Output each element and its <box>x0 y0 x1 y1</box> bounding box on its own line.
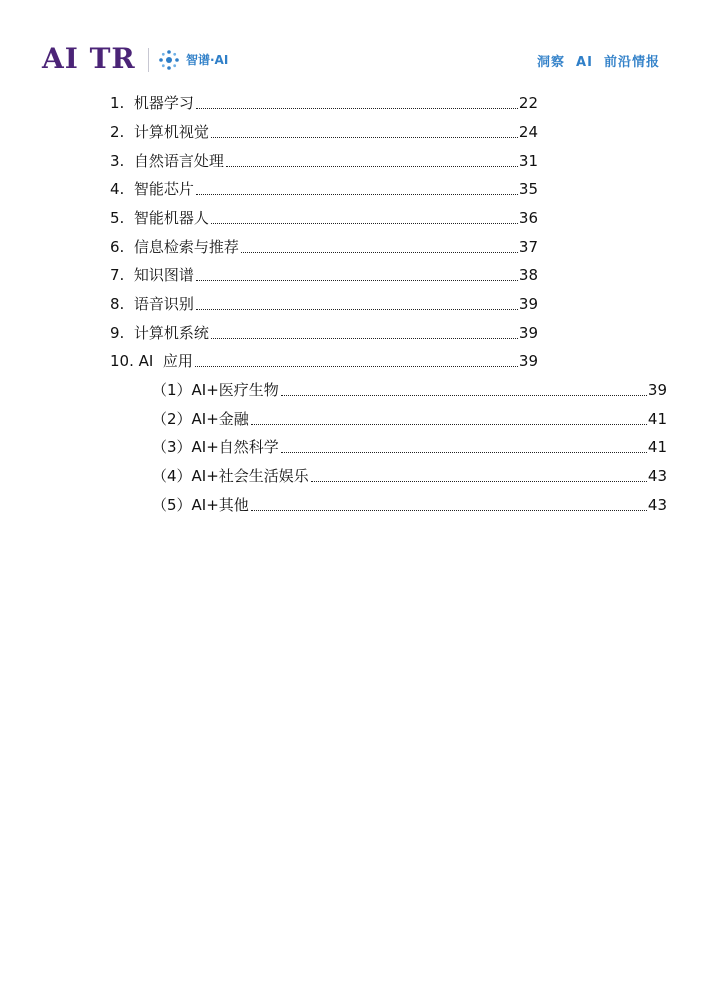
toc-entry[interactable] <box>110 293 538 315</box>
toc-entry[interactable] <box>110 92 538 114</box>
toc-entry-page: 39 <box>518 324 538 342</box>
toc-entry-label: 4. 智能芯片 <box>110 180 194 198</box>
toc-entry-page: 36 <box>518 209 538 227</box>
toc-leader-dots <box>211 223 518 224</box>
toc-leader-dots <box>251 510 647 511</box>
toc-leader-dots <box>196 280 518 281</box>
molecule-icon <box>158 49 180 71</box>
toc-entry[interactable] <box>110 207 538 229</box>
toc-leader-dots <box>281 395 647 396</box>
toc-sub-entry-page: 41 <box>647 438 667 456</box>
toc-entry-label: 2. 计算机视觉 <box>110 123 209 141</box>
toc-sub-entry[interactable] <box>152 408 667 430</box>
toc-entry[interactable] <box>110 178 538 200</box>
toc-sub-entry[interactable] <box>152 436 667 458</box>
toc-leader-dots <box>195 366 518 367</box>
toc-leader-dots <box>196 194 518 195</box>
toc-entry[interactable] <box>110 350 538 372</box>
toc-leader-dots <box>211 338 518 339</box>
toc-entry-page: 31 <box>518 152 538 170</box>
toc-sub-entry-page: 43 <box>647 467 667 485</box>
toc-sub-entry-page: 43 <box>647 496 667 514</box>
toc-sub-entry-label: （5）AI+其他 <box>152 496 249 514</box>
toc-entry-label: 9. 计算机系统 <box>110 324 209 342</box>
toc-sub-entry[interactable] <box>152 379 667 401</box>
toc-leader-dots <box>226 166 518 167</box>
toc-entry-label: 5. 智能机器人 <box>110 209 209 227</box>
logo-divider <box>148 48 149 72</box>
toc-leader-dots <box>211 137 518 138</box>
toc-entry[interactable] <box>110 150 538 172</box>
toc-entry[interactable] <box>110 236 538 258</box>
zhipu-logo <box>158 49 228 71</box>
toc-sub-entry-page: 39 <box>647 381 667 399</box>
toc-leader-dots <box>251 424 647 425</box>
toc-entry-page: 24 <box>518 123 538 141</box>
toc-sub-entry[interactable] <box>152 494 667 516</box>
toc-entry-label: 3. 自然语言处理 <box>110 152 224 170</box>
toc-entry-page: 35 <box>518 180 538 198</box>
toc-leader-dots <box>196 108 518 109</box>
toc-entry-page: 37 <box>518 238 538 256</box>
page-header <box>0 0 710 90</box>
toc-entry-label: 10. AI 应用 <box>110 352 193 370</box>
toc-entry-page: 22 <box>518 94 538 112</box>
toc-leader-dots <box>281 452 647 453</box>
toc-sub-entry-label: （1）AI+医疗生物 <box>152 381 279 399</box>
toc-entry-label: 8. 语音识别 <box>110 295 194 313</box>
toc-entry[interactable] <box>110 121 538 143</box>
toc-entry-label: 6. 信息检索与推荐 <box>110 238 239 256</box>
toc-sub-entry-label: （3）AI+自然科学 <box>152 438 279 456</box>
toc-entry[interactable] <box>110 322 538 344</box>
toc-leader-dots <box>311 481 647 482</box>
zhipu-logo-text: 智谱·AI <box>186 53 229 67</box>
toc-entry-label: 1. 机器学习 <box>110 94 194 112</box>
toc-leader-dots <box>241 252 518 253</box>
toc-entry[interactable] <box>110 264 538 286</box>
toc-entry-label: 7. 知识图谱 <box>110 266 194 284</box>
toc-entry-page: 38 <box>518 266 538 284</box>
toc-sub-entry-label: （2）AI+金融 <box>152 410 249 428</box>
toc-sub-entry-label: （4）AI+社会生活娱乐 <box>152 467 309 485</box>
toc-entry-page: 39 <box>518 295 538 313</box>
toc-leader-dots <box>196 309 518 310</box>
aitr-logo: AI TR <box>42 42 136 75</box>
toc-entry-page: 39 <box>518 352 538 370</box>
toc-sub-entry-page: 41 <box>647 410 667 428</box>
toc-sub-entry[interactable] <box>152 465 667 487</box>
header-tagline: 洞察 AI 前沿情报 <box>536 55 660 70</box>
